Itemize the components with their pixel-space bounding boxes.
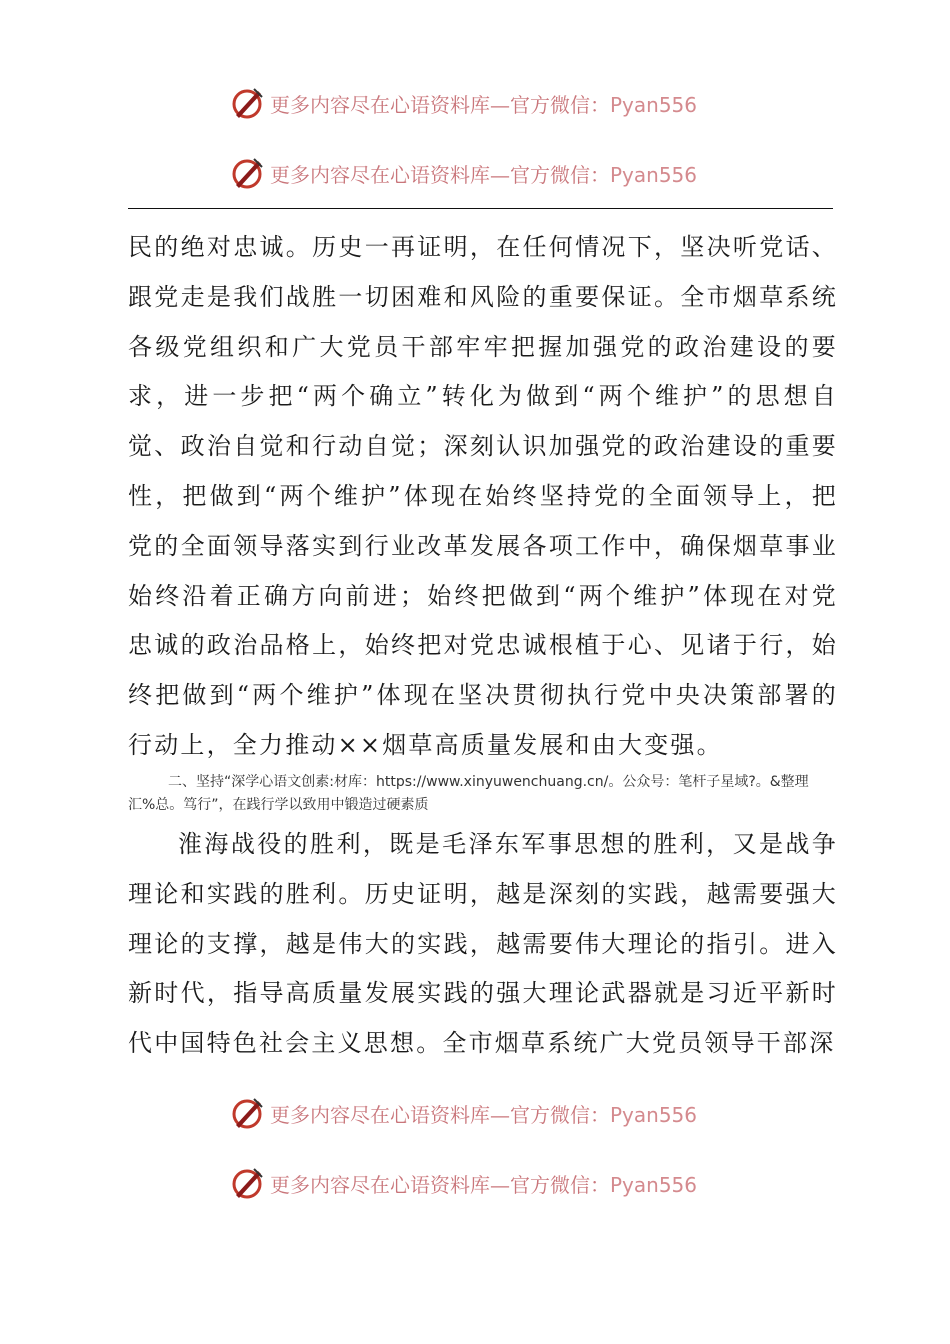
pen-logo-icon [230,85,266,121]
pen-logo-icon [230,1165,266,1201]
body-paragraph-1: 民的绝对忠诚。历史一再证明，在任何情况下，坚决听党话、跟党走是我们战胜一切困难和风险的重要保证。全市烟草系统各级党组织和广大党员干部牢牢把握加强党的政治建设的要求，进一步把“两个确立”转化为做到“两个维护”的思想自觉、政治自觉和行动自觉；深刻认识加强党的政治建设的重要性，把做到“两个维护”体现在始终坚持党的全面领导上，把党的全面领导落实到行业改革发展各项工作中，确保烟草事业始终沿着正确方向前进；始终把做到“两个维护”体现在对党忠诚的政治品格上，始终把对党忠诚根植于心、见诸于行，始终把做到“两个维护”体现在坚决贯彻执行党中央决策部署的行动上，全力推动××烟草高质量发展和由大变强。 [128,233,838,759]
watermark-banner-bottom-1 [230,1093,750,1133]
watermark-banner-top-1 [230,83,750,123]
pen-logo-icon [230,155,266,191]
watermark-text: 更多内容尽在心语资料库—官方微信： [270,92,610,117]
watermark-text: 更多内容尽在心语资料库—官方微信： [270,1102,610,1127]
watermark-text: 更多内容尽在心语资料库—官方微信： [270,1172,610,1197]
watermark-text: 更多内容尽在心语资料库—官方微信： [270,162,610,187]
body-paragraph-2: 淮海战役的胜利，既是毛泽东军事思想的胜利，又是战争理论和实践的胜利。历史证明，越是深刻的实践，越需要强大理论的支撑，越是伟大的实践，越需要伟大理论的指引。进入新时代，指导高质量发展实践的强大理论武器就是习近平新时代中国特色社会主义思想。全市烟草系统广大党员领导干部深 [128,830,838,1058]
section-heading: 二、坚持“深学心语文创素:材库：https://www.xinyuwenchuang.cn/。公众号：笔杆子星域?。&整理汇%总。笃行”，在践行学以致用中锻造过硬素质 [128,774,809,813]
watermark-account: Pyan556 [610,1102,698,1127]
watermark-banner-bottom-2 [230,1163,750,1203]
watermark-banner-top-2 [230,153,750,193]
watermark-account: Pyan556 [610,1172,698,1197]
header-divider [128,208,833,209]
pen-logo-icon [230,1095,266,1131]
watermark-account: Pyan556 [610,92,698,117]
watermark-account: Pyan556 [610,162,698,187]
